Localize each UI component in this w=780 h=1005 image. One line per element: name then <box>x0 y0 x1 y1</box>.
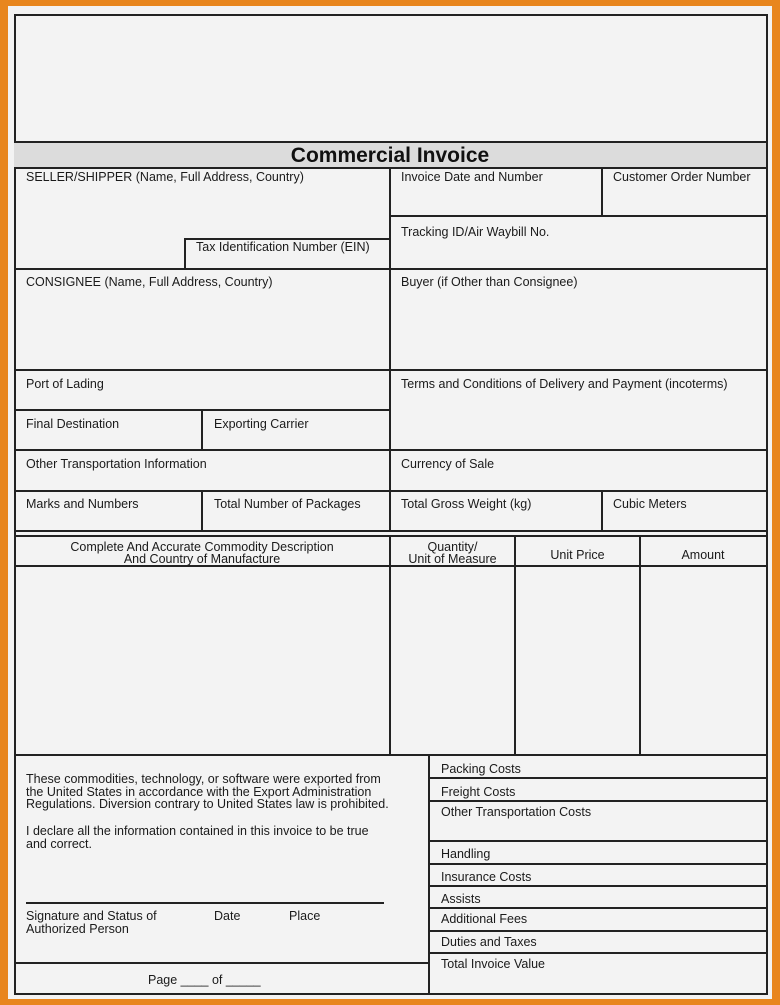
col-amount: Amount <box>681 548 725 562</box>
divider <box>14 369 766 371</box>
divider <box>201 491 203 531</box>
gross-weight-label: Total Gross Weight (kg) <box>401 497 532 511</box>
divider <box>639 536 641 756</box>
divider <box>429 863 766 865</box>
col-quantity-line1: Quantity/ <box>427 540 478 554</box>
other-transport-info-label: Other Transportation Information <box>26 457 207 471</box>
divider <box>601 168 603 216</box>
divider <box>14 268 766 270</box>
customer-order-label: Customer Order Number <box>613 170 751 184</box>
tracking-label: Tracking ID/Air Waybill No. <box>401 225 550 239</box>
divider <box>389 168 391 531</box>
page-number: Page ____ of _____ <box>148 973 261 987</box>
signature-label-line1: Signature and Status of <box>26 909 157 923</box>
date-label: Date <box>214 909 241 923</box>
divider <box>389 536 391 756</box>
divider <box>429 777 766 779</box>
divider <box>201 410 203 450</box>
total-invoice-value-label: Total Invoice Value <box>441 957 545 971</box>
divider <box>14 530 766 532</box>
divider <box>429 840 766 842</box>
packing-costs-label: Packing Costs <box>441 762 521 776</box>
col-description-line1: Complete And Accurate Commodity Description <box>70 540 334 554</box>
divider <box>390 215 766 217</box>
export-statement-line2: the United States in accordance with the Export Administration <box>26 785 372 799</box>
final-destination-label: Final Destination <box>26 417 120 431</box>
divider <box>429 952 766 954</box>
divider <box>429 930 766 932</box>
export-statement-line1: These commodities, technology, or software were exported from <box>26 772 381 786</box>
total-packages-label: Total Number of Packages <box>214 497 361 511</box>
divider <box>14 754 766 756</box>
divider <box>428 755 430 993</box>
divider <box>601 491 603 531</box>
place-label: Place <box>289 909 321 923</box>
signature-line[interactable] <box>26 902 384 904</box>
currency-label: Currency of Sale <box>401 457 495 471</box>
port-of-lading-label: Port of Lading <box>26 377 104 391</box>
duties-taxes-label: Duties and Taxes <box>441 935 537 949</box>
divider <box>14 962 429 964</box>
buyer-label: Buyer (if Other than Consignee) <box>401 275 578 289</box>
assists-label: Assists <box>441 892 481 906</box>
freight-costs-label: Freight Costs <box>441 785 516 799</box>
divider <box>184 238 186 269</box>
seller-label: SELLER/SHIPPER (Name, Full Address, Country) <box>26 170 304 184</box>
terms-label: Terms and Conditions of Delivery and Payment (incoterms) <box>401 377 728 391</box>
divider <box>14 490 766 492</box>
declaration-line1: I declare all the information contained in this invoice to be true <box>26 824 369 838</box>
handling-label: Handling <box>441 847 491 861</box>
invoice-date-label: Invoice Date and Number <box>401 170 543 184</box>
col-unit-price: Unit Price <box>550 548 605 562</box>
additional-fees-label: Additional Fees <box>441 912 528 926</box>
export-statement-line3: Regulations. Diversion contrary to United States law is prohibited. <box>26 797 389 811</box>
divider <box>14 449 766 451</box>
insurance-costs-label: Insurance Costs <box>441 870 532 884</box>
col-description-line2: And Country of Manufacture <box>123 552 281 566</box>
divider <box>429 907 766 909</box>
tax-id-label: Tax Identification Number (EIN) <box>196 240 370 254</box>
signature-label-line2: Authorized Person <box>26 922 129 936</box>
divider <box>429 800 766 802</box>
other-transport-costs-label: Other Transportation Costs <box>441 805 592 819</box>
marks-label: Marks and Numbers <box>26 497 139 511</box>
divider <box>429 885 766 887</box>
page-title: Commercial Invoice <box>290 144 490 167</box>
cubic-meters-label: Cubic Meters <box>613 497 687 511</box>
col-quantity-line2: Unit of Measure <box>408 552 497 566</box>
divider <box>514 536 516 756</box>
declaration-line2: and correct. <box>26 837 93 851</box>
exporting-carrier-label: Exporting Carrier <box>214 417 309 431</box>
consignee-label: CONSIGNEE (Name, Full Address, Country) <box>26 275 273 289</box>
